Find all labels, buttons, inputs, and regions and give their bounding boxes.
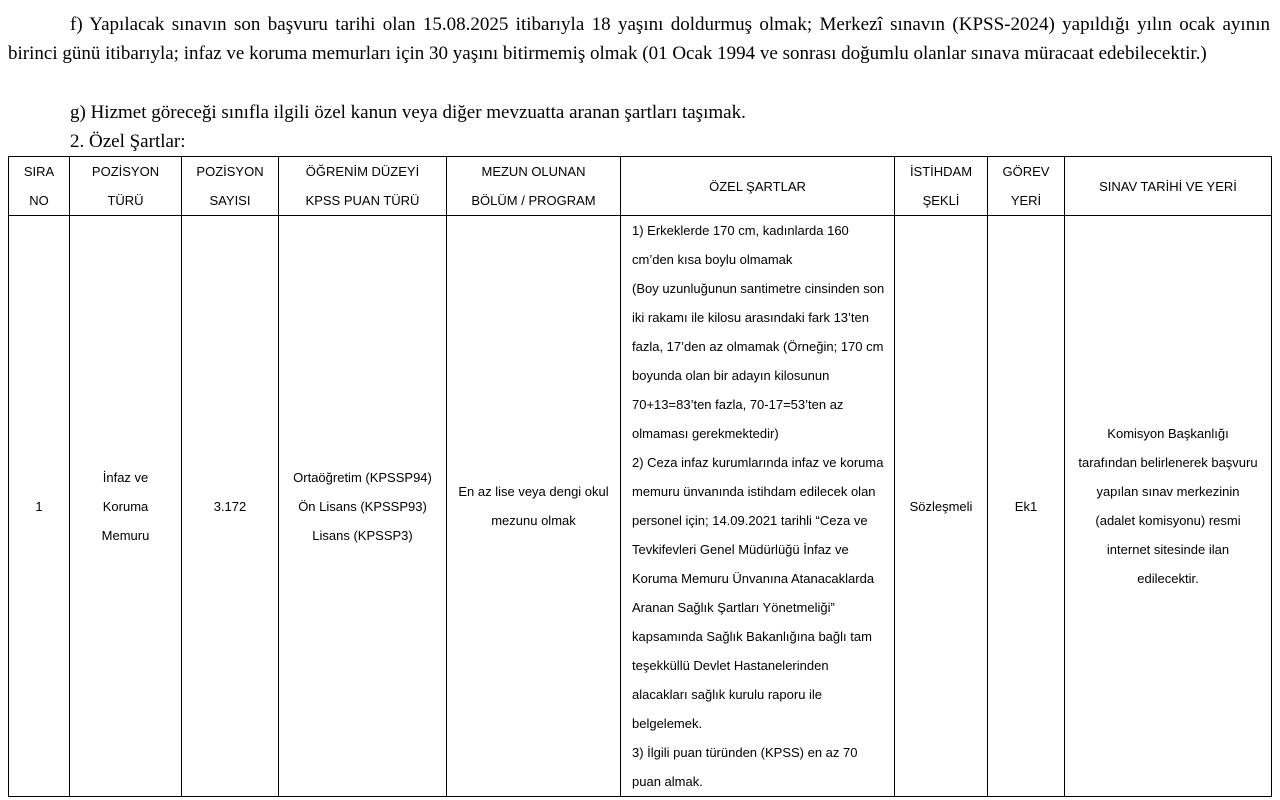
cell-istihdam: Sözleşmeli <box>895 216 988 797</box>
header-mezun: MEZUN OLUNAN BÖLÜM / PROGRAM <box>447 157 621 216</box>
cell-sinav: Komisyon Başkanlığı tarafından belirlenerek başvuru yapılan sınav merkezinin (adalet komisyonu) resmi internet sitesinde ilan edilecektir. <box>1065 216 1272 797</box>
cell-pozisyon-turu: İnfaz ve Koruma Memuru <box>70 216 182 797</box>
section-heading: 2. Özel Şartlar: <box>70 131 186 152</box>
header-pozisyon-turu: POZİSYON TÜRÜ <box>70 157 182 216</box>
header-gorev: GÖREV YERİ <box>988 157 1065 216</box>
cell-ogrenim: Ortaöğretim (KPSSP94) Ön Lisans (KPSSP93) Lisans (KPSSP3) <box>279 216 447 797</box>
header-ogrenim: ÖĞRENİM DÜZEYİ KPSS PUAN TÜRÜ <box>279 157 447 216</box>
header-sira: SIRA NO <box>9 157 70 216</box>
header-istihdam: İSTİHDAM ŞEKLİ <box>895 157 988 216</box>
cell-gorev: Ek1 <box>988 216 1065 797</box>
header-sinav: SINAV TARİHİ VE YERİ <box>1065 157 1272 216</box>
paragraph-g: g) Hizmet göreceği sınıfla ilgili özel kanun veya diğer mevzuatta aranan şartları taşımak. <box>70 102 746 123</box>
cell-pozisyon-sayisi: 3.172 <box>182 216 279 797</box>
special-requirements-table <box>8 156 1272 797</box>
cell-mezun: En az lise veya dengi okul mezunu olmak <box>447 216 621 797</box>
header-pozisyon-sayisi: POZİSYON SAYISI <box>182 157 279 216</box>
cell-sira: 1 <box>9 216 70 797</box>
table-header-row <box>9 157 1272 216</box>
header-ozel-sartlar: ÖZEL ŞARTLAR <box>621 157 895 216</box>
table-row <box>9 216 1272 797</box>
paragraph-f: f) Yapılacak sınavın son başvuru tarihi olan 15.08.2025 itibarıyla 18 yaşını doldurmuş olmak; Merkezî sınavın (KPSS-2024) yapıldığı yılın ocak ayının birinci günü itibarıyla; infaz ve koruma memurları için 30 yaşını bitirmemiş olmak (01 Ocak 1994 ve sonrası doğumlu olanlar sınava müracaat edebilecektir.) <box>8 14 1270 64</box>
cell-ozel-sartlar: 1) Erkeklerde 170 cm, kadınlarda 160 cm’den kısa boylu olmamak (Boy uzunluğunun santimetre cinsinden son iki rakamı ile kilosu arasındaki fark 13’ten fazla, 17’den az olmamak (Örneğin; 170 cm boyunda olan bir adayın kilosunun 70+13=83’ten fazla, 70-17=53’ten az olmaması gerekmektedir) 2) Ceza infaz kurumlarında infaz ve koruma memuru ünvanında istihdam edilecek olan personel için; 14.09.2021 tarihli “Ceza ve Tevkifevleri Genel Müdürlüğü İnfaz ve Koruma Memuru Ünvanına Atanacaklarda Aranan Sağlık Şartları Yönetmeliği” kapsamında Sağlık Bakanlığına bağlı tam teşekküllü Devlet Hastanelerinden alacakları sağlık kurulu raporu ile belgelemek. 3) İlgili puan türünden (KPSS) en az 70 puan almak. <box>621 216 895 797</box>
